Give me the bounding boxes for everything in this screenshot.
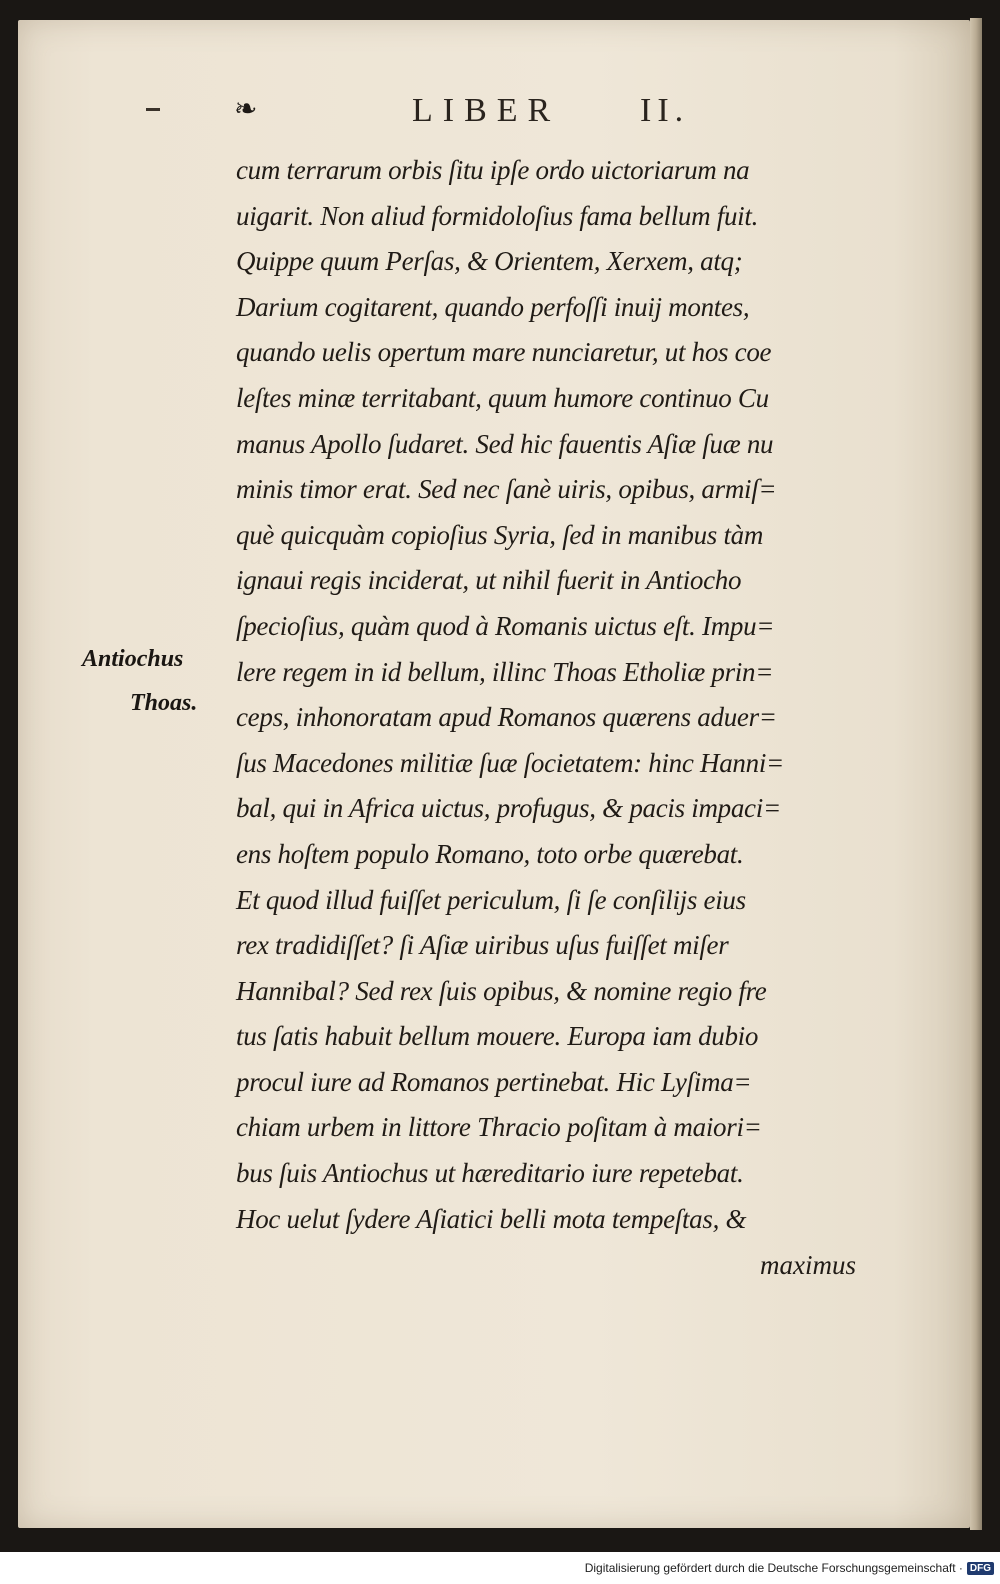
text-line: leſtes minæ territabant, quum humore continuo Cu: [236, 382, 769, 413]
credit-text: Digitalisierung gefördert durch die Deutsche Forschungsgemeinschaft ·: [584, 1561, 963, 1575]
margin-note-antiochus: Antiochus: [82, 646, 184, 672]
text-line: ens hoſtem populo Romano, toto orbe quærebat.: [236, 838, 744, 869]
text-line: ſus Macedones militiæ ſuæ ſocietatem: hinc Hanni=: [236, 747, 784, 778]
text-line: Darium cogitarent, quando perfoſſi inuij montes,: [236, 291, 750, 322]
fleuron-icon: ❧: [234, 94, 258, 125]
running-head: [120, 88, 720, 138]
text-line: ignaui regis inciderat, ut nihil fuerit in Antiocho: [236, 565, 742, 596]
text-line: bus ſuis Antiochus ut hæreditario iure repetebat.: [236, 1158, 744, 1189]
text-line: cum terrarum orbis ſitu ipſe ordo uictoriarum na: [236, 155, 750, 185]
digitization-credit: [585, 1558, 994, 1578]
text-line: ceps, inhonoratam apud Romanos quærens aduer=: [236, 702, 777, 733]
text-line: quando uelis opertum mare nunciaretur, ut hos coe: [236, 337, 772, 368]
text-line: lere regem in id bellum, illinc Thoas Etholiæ prin=: [236, 656, 774, 687]
text-line: rex tradidiſſet? ſi Aſiæ uiribus uſus fuiſſet miſer: [236, 930, 729, 961]
text-line: chiam urbem in littore Thracio poſitam à maiori=: [236, 1112, 762, 1143]
text-line: minis timor erat. Sed nec ſanè uiris, opibus, armiſ=: [236, 474, 777, 505]
page-edge: [970, 18, 982, 1530]
text-line: bal, qui in Africa uictus, profugus, & pacis impaci=: [236, 793, 781, 824]
text-line: ſpecioſius, quàm quod à Romanis uictus eſt. Impu=: [236, 610, 775, 641]
text-line: què quicquàm copioſius Syria, ſed in manibus tàm: [236, 519, 764, 550]
text-line: Hannibal? Sed rex ſuis opibus, & nomine regio fre: [236, 975, 767, 1006]
text-line: manus Apollo ſudaret. Sed hic fauentis Aſiæ ſuæ nu: [236, 428, 774, 459]
catchword: maximus: [760, 1250, 856, 1280]
text-line: uigarit. Non aliud formidoloſius fama bellum fuit.: [236, 200, 759, 231]
text-line: Quippe quum Perſas, & Orientem, Xerxem, atq;: [236, 246, 743, 277]
dfg-logo-icon: DFG: [967, 1562, 994, 1575]
text-line: procul iure ad Romanos pertinebat. Hic Lyſima=: [236, 1066, 752, 1097]
running-title: LIBER: [412, 92, 561, 129]
text-line: tus ſatis habuit bellum mouere. Europa iam dubio: [236, 1021, 759, 1052]
margin-note-thoas: Thoas.: [130, 690, 198, 716]
body-text: [236, 148, 896, 1242]
header-dash: [146, 108, 160, 111]
text-line: Hoc uelut ſydere Aſiatici belli mota tempeſtas, &: [236, 1203, 747, 1234]
book-number: II.: [640, 92, 690, 129]
text-line: Et quod illud fuiſſet periculum, ſi ſe conſilijs eius: [236, 884, 746, 915]
